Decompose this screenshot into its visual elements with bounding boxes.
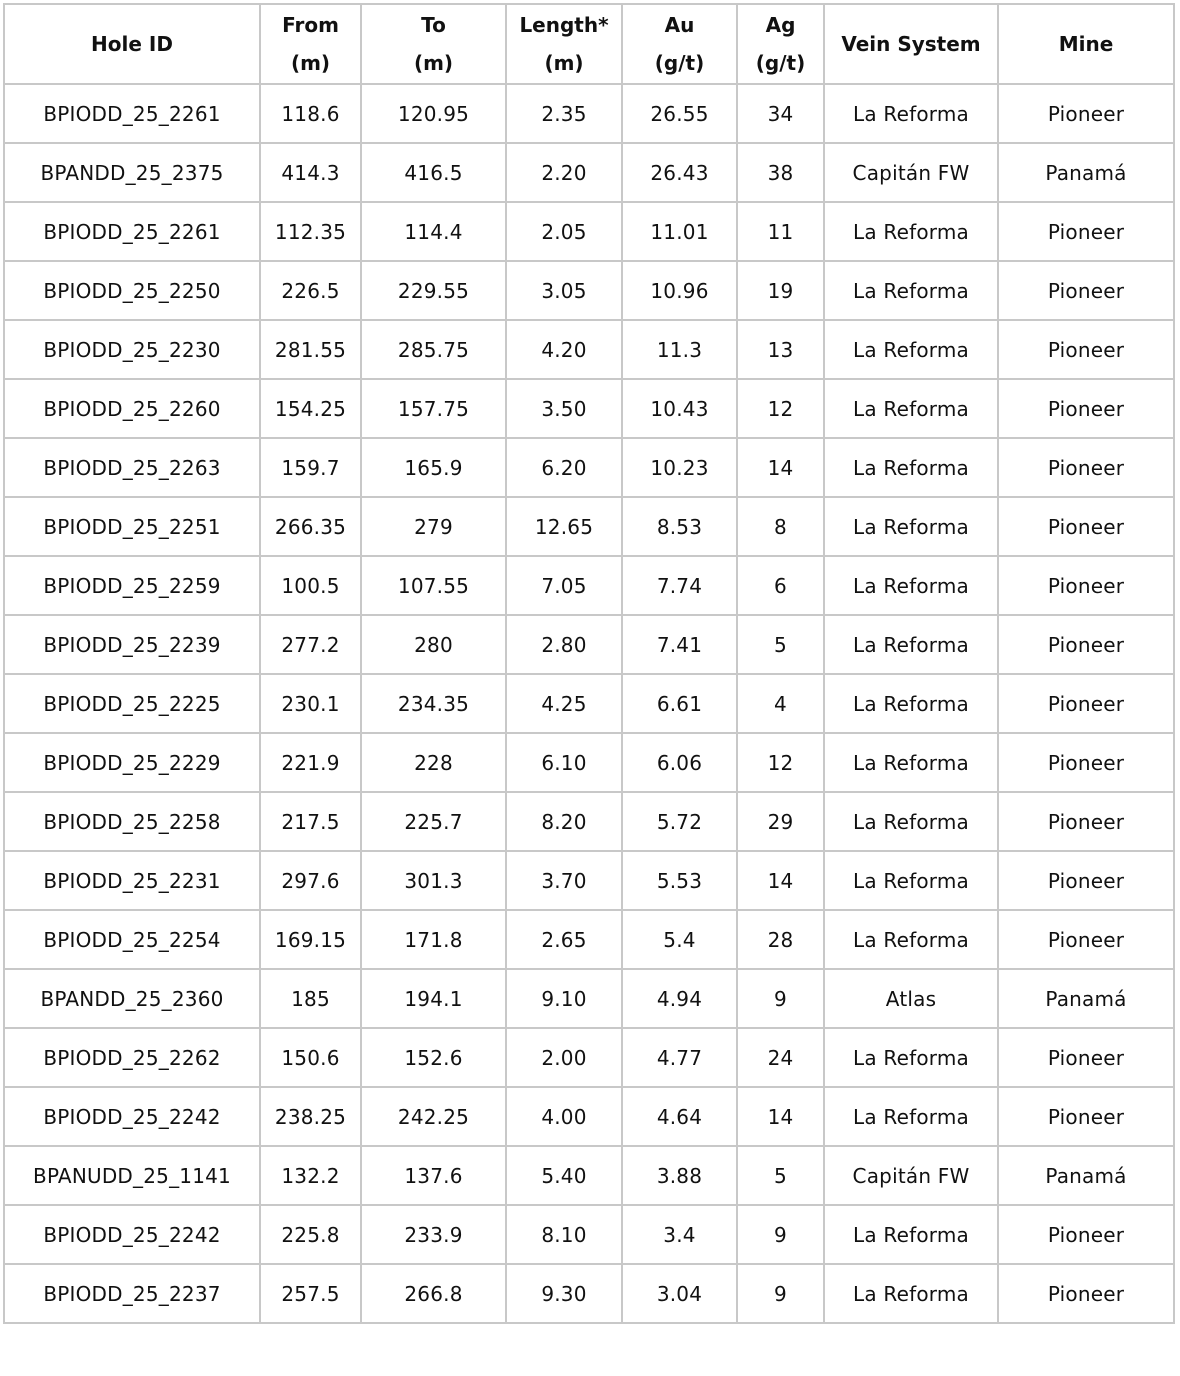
cell-mine: Pioneer: [998, 497, 1174, 556]
cell-mine: Pioneer: [998, 1028, 1174, 1087]
table-row: [4, 202, 1174, 261]
cell-to: 228: [361, 733, 506, 792]
table-row: [4, 320, 1174, 379]
cell-mine: Pioneer: [998, 84, 1174, 143]
table-row: [4, 379, 1174, 438]
cell-ag: 14: [737, 438, 824, 497]
cell-ag: 9: [737, 1205, 824, 1264]
cell-mine: Pioneer: [998, 320, 1174, 379]
cell-length: 3.70: [506, 851, 622, 910]
cell-from: 100.5: [260, 556, 361, 615]
cell-au: 10.43: [622, 379, 737, 438]
cell-vein-system: La Reforma: [824, 1205, 998, 1264]
cell-length: 9.10: [506, 969, 622, 1028]
cell-hole-id: BPANDD_25_2360: [4, 969, 260, 1028]
header-length: Length* (m): [506, 4, 622, 84]
cell-mine: Pioneer: [998, 792, 1174, 851]
cell-ag: 13: [737, 320, 824, 379]
cell-vein-system: La Reforma: [824, 615, 998, 674]
cell-au: 8.53: [622, 497, 737, 556]
cell-ag: 4: [737, 674, 824, 733]
cell-length: 2.00: [506, 1028, 622, 1087]
cell-mine: Pioneer: [998, 1087, 1174, 1146]
cell-from: 132.2: [260, 1146, 361, 1205]
cell-au: 11.3: [622, 320, 737, 379]
cell-vein-system: La Reforma: [824, 84, 998, 143]
cell-to: 233.9: [361, 1205, 506, 1264]
table-row: [4, 438, 1174, 497]
cell-mine: Pioneer: [998, 910, 1174, 969]
cell-from: 230.1: [260, 674, 361, 733]
cell-to: 266.8: [361, 1264, 506, 1323]
cell-length: 8.10: [506, 1205, 622, 1264]
cell-to: 152.6: [361, 1028, 506, 1087]
cell-ag: 9: [737, 969, 824, 1028]
cell-au: 5.4: [622, 910, 737, 969]
cell-from: 159.7: [260, 438, 361, 497]
cell-au: 5.72: [622, 792, 737, 851]
cell-from: 217.5: [260, 792, 361, 851]
cell-to: 234.35: [361, 674, 506, 733]
cell-hole-id: BPIODD_25_2225: [4, 674, 260, 733]
cell-from: 185: [260, 969, 361, 1028]
cell-vein-system: La Reforma: [824, 202, 998, 261]
cell-length: 3.50: [506, 379, 622, 438]
cell-hole-id: BPIODD_25_2260: [4, 379, 260, 438]
table-row: [4, 1146, 1174, 1205]
cell-hole-id: BPIODD_25_2230: [4, 320, 260, 379]
cell-length: 8.20: [506, 792, 622, 851]
table-row: [4, 792, 1174, 851]
cell-to: 165.9: [361, 438, 506, 497]
cell-au: 6.06: [622, 733, 737, 792]
cell-mine: Pioneer: [998, 261, 1174, 320]
cell-length: 7.05: [506, 556, 622, 615]
cell-ag: 8: [737, 497, 824, 556]
cell-length: 2.65: [506, 910, 622, 969]
cell-hole-id: BPIODD_25_2250: [4, 261, 260, 320]
cell-ag: 11: [737, 202, 824, 261]
cell-hole-id: BPIODD_25_2251: [4, 497, 260, 556]
cell-from: 277.2: [260, 615, 361, 674]
cell-ag: 14: [737, 851, 824, 910]
cell-vein-system: Capitán FW: [824, 143, 998, 202]
cell-ag: 29: [737, 792, 824, 851]
cell-mine: Pioneer: [998, 438, 1174, 497]
cell-to: 242.25: [361, 1087, 506, 1146]
cell-from: 281.55: [260, 320, 361, 379]
header-hole-id: Hole ID: [4, 4, 260, 84]
cell-from: 221.9: [260, 733, 361, 792]
cell-au: 26.43: [622, 143, 737, 202]
cell-length: 4.00: [506, 1087, 622, 1146]
cell-from: 154.25: [260, 379, 361, 438]
cell-to: 107.55: [361, 556, 506, 615]
cell-hole-id: BPIODD_25_2242: [4, 1205, 260, 1264]
cell-hole-id: BPIODD_25_2229: [4, 733, 260, 792]
cell-vein-system: La Reforma: [824, 438, 998, 497]
cell-hole-id: BPIODD_25_2262: [4, 1028, 260, 1087]
cell-from: 169.15: [260, 910, 361, 969]
cell-ag: 12: [737, 733, 824, 792]
cell-to: 301.3: [361, 851, 506, 910]
cell-hole-id: BPIODD_25_2258: [4, 792, 260, 851]
cell-to: 194.1: [361, 969, 506, 1028]
cell-mine: Pioneer: [998, 1264, 1174, 1323]
table-row: [4, 143, 1174, 202]
drill-results-table: [3, 3, 1175, 1324]
table-body: [4, 84, 1174, 1323]
header-row: [4, 4, 1174, 84]
cell-au: 6.61: [622, 674, 737, 733]
cell-au: 3.88: [622, 1146, 737, 1205]
cell-vein-system: La Reforma: [824, 320, 998, 379]
table-row: [4, 84, 1174, 143]
cell-mine: Panamá: [998, 1146, 1174, 1205]
cell-ag: 6: [737, 556, 824, 615]
cell-length: 2.05: [506, 202, 622, 261]
cell-au: 7.41: [622, 615, 737, 674]
cell-mine: Pioneer: [998, 674, 1174, 733]
cell-vein-system: La Reforma: [824, 733, 998, 792]
cell-hole-id: BPIODD_25_2261: [4, 84, 260, 143]
cell-length: 6.10: [506, 733, 622, 792]
cell-to: 157.75: [361, 379, 506, 438]
cell-mine: Pioneer: [998, 379, 1174, 438]
cell-vein-system: La Reforma: [824, 1264, 998, 1323]
cell-hole-id: BPIODD_25_2237: [4, 1264, 260, 1323]
table-row: [4, 497, 1174, 556]
cell-au: 10.23: [622, 438, 737, 497]
cell-hole-id: BPIODD_25_2254: [4, 910, 260, 969]
cell-ag: 12: [737, 379, 824, 438]
cell-ag: 5: [737, 615, 824, 674]
table-row: [4, 1264, 1174, 1323]
table-row: [4, 556, 1174, 615]
cell-length: 2.35: [506, 84, 622, 143]
cell-from: 297.6: [260, 851, 361, 910]
cell-vein-system: La Reforma: [824, 261, 998, 320]
cell-to: 279: [361, 497, 506, 556]
cell-length: 3.05: [506, 261, 622, 320]
cell-length: 12.65: [506, 497, 622, 556]
cell-vein-system: La Reforma: [824, 1087, 998, 1146]
cell-to: 171.8: [361, 910, 506, 969]
cell-from: 226.5: [260, 261, 361, 320]
cell-from: 118.6: [260, 84, 361, 143]
cell-mine: Pioneer: [998, 851, 1174, 910]
header-to: To (m): [361, 4, 506, 84]
table-row: [4, 1205, 1174, 1264]
table-row: [4, 674, 1174, 733]
cell-hole-id: BPIODD_25_2259: [4, 556, 260, 615]
cell-au: 5.53: [622, 851, 737, 910]
cell-vein-system: La Reforma: [824, 674, 998, 733]
table-row: [4, 851, 1174, 910]
cell-mine: Pioneer: [998, 556, 1174, 615]
cell-to: 137.6: [361, 1146, 506, 1205]
cell-vein-system: La Reforma: [824, 379, 998, 438]
header-au: Au (g/t): [622, 4, 737, 84]
cell-au: 7.74: [622, 556, 737, 615]
table-row: [4, 615, 1174, 674]
table-row: [4, 1028, 1174, 1087]
header-ag: Ag (g/t): [737, 4, 824, 84]
cell-mine: Pioneer: [998, 202, 1174, 261]
cell-hole-id: BPIODD_25_2242: [4, 1087, 260, 1146]
cell-from: 112.35: [260, 202, 361, 261]
cell-from: 225.8: [260, 1205, 361, 1264]
cell-to: 229.55: [361, 261, 506, 320]
cell-ag: 38: [737, 143, 824, 202]
cell-ag: 28: [737, 910, 824, 969]
cell-au: 4.64: [622, 1087, 737, 1146]
cell-vein-system: La Reforma: [824, 851, 998, 910]
cell-mine: Panamá: [998, 969, 1174, 1028]
cell-au: 3.4: [622, 1205, 737, 1264]
cell-hole-id: BPANUDD_25_1141: [4, 1146, 260, 1205]
cell-from: 150.6: [260, 1028, 361, 1087]
cell-to: 114.4: [361, 202, 506, 261]
table-row: [4, 261, 1174, 320]
cell-au: 26.55: [622, 84, 737, 143]
cell-to: 285.75: [361, 320, 506, 379]
cell-to: 280: [361, 615, 506, 674]
cell-vein-system: La Reforma: [824, 497, 998, 556]
cell-length: 4.25: [506, 674, 622, 733]
cell-from: 266.35: [260, 497, 361, 556]
cell-vein-system: La Reforma: [824, 792, 998, 851]
cell-length: 9.30: [506, 1264, 622, 1323]
cell-au: 10.96: [622, 261, 737, 320]
cell-ag: 24: [737, 1028, 824, 1087]
cell-au: 4.94: [622, 969, 737, 1028]
cell-ag: 34: [737, 84, 824, 143]
cell-hole-id: BPIODD_25_2261: [4, 202, 260, 261]
cell-hole-id: BPIODD_25_2231: [4, 851, 260, 910]
cell-ag: 14: [737, 1087, 824, 1146]
cell-vein-system: La Reforma: [824, 910, 998, 969]
cell-ag: 5: [737, 1146, 824, 1205]
cell-ag: 19: [737, 261, 824, 320]
cell-length: 2.20: [506, 143, 622, 202]
cell-vein-system: La Reforma: [824, 1028, 998, 1087]
header-mine: Mine: [998, 4, 1174, 84]
cell-ag: 9: [737, 1264, 824, 1323]
cell-from: 414.3: [260, 143, 361, 202]
table-row: [4, 733, 1174, 792]
cell-hole-id: BPIODD_25_2239: [4, 615, 260, 674]
header-vein-system: Vein System: [824, 4, 998, 84]
header-from: From (m): [260, 4, 361, 84]
cell-length: 5.40: [506, 1146, 622, 1205]
cell-mine: Pioneer: [998, 615, 1174, 674]
cell-from: 257.5: [260, 1264, 361, 1323]
table-row: [4, 1087, 1174, 1146]
cell-to: 416.5: [361, 143, 506, 202]
cell-vein-system: Capitán FW: [824, 1146, 998, 1205]
cell-length: 4.20: [506, 320, 622, 379]
cell-vein-system: Atlas: [824, 969, 998, 1028]
cell-hole-id: BPIODD_25_2263: [4, 438, 260, 497]
cell-vein-system: La Reforma: [824, 556, 998, 615]
cell-au: 4.77: [622, 1028, 737, 1087]
cell-mine: Pioneer: [998, 733, 1174, 792]
cell-to: 225.7: [361, 792, 506, 851]
cell-au: 11.01: [622, 202, 737, 261]
cell-au: 3.04: [622, 1264, 737, 1323]
cell-mine: Panamá: [998, 143, 1174, 202]
cell-length: 2.80: [506, 615, 622, 674]
cell-to: 120.95: [361, 84, 506, 143]
table-row: [4, 969, 1174, 1028]
cell-hole-id: BPANDD_25_2375: [4, 143, 260, 202]
table-row: [4, 910, 1174, 969]
cell-mine: Pioneer: [998, 1205, 1174, 1264]
cell-from: 238.25: [260, 1087, 361, 1146]
cell-length: 6.20: [506, 438, 622, 497]
